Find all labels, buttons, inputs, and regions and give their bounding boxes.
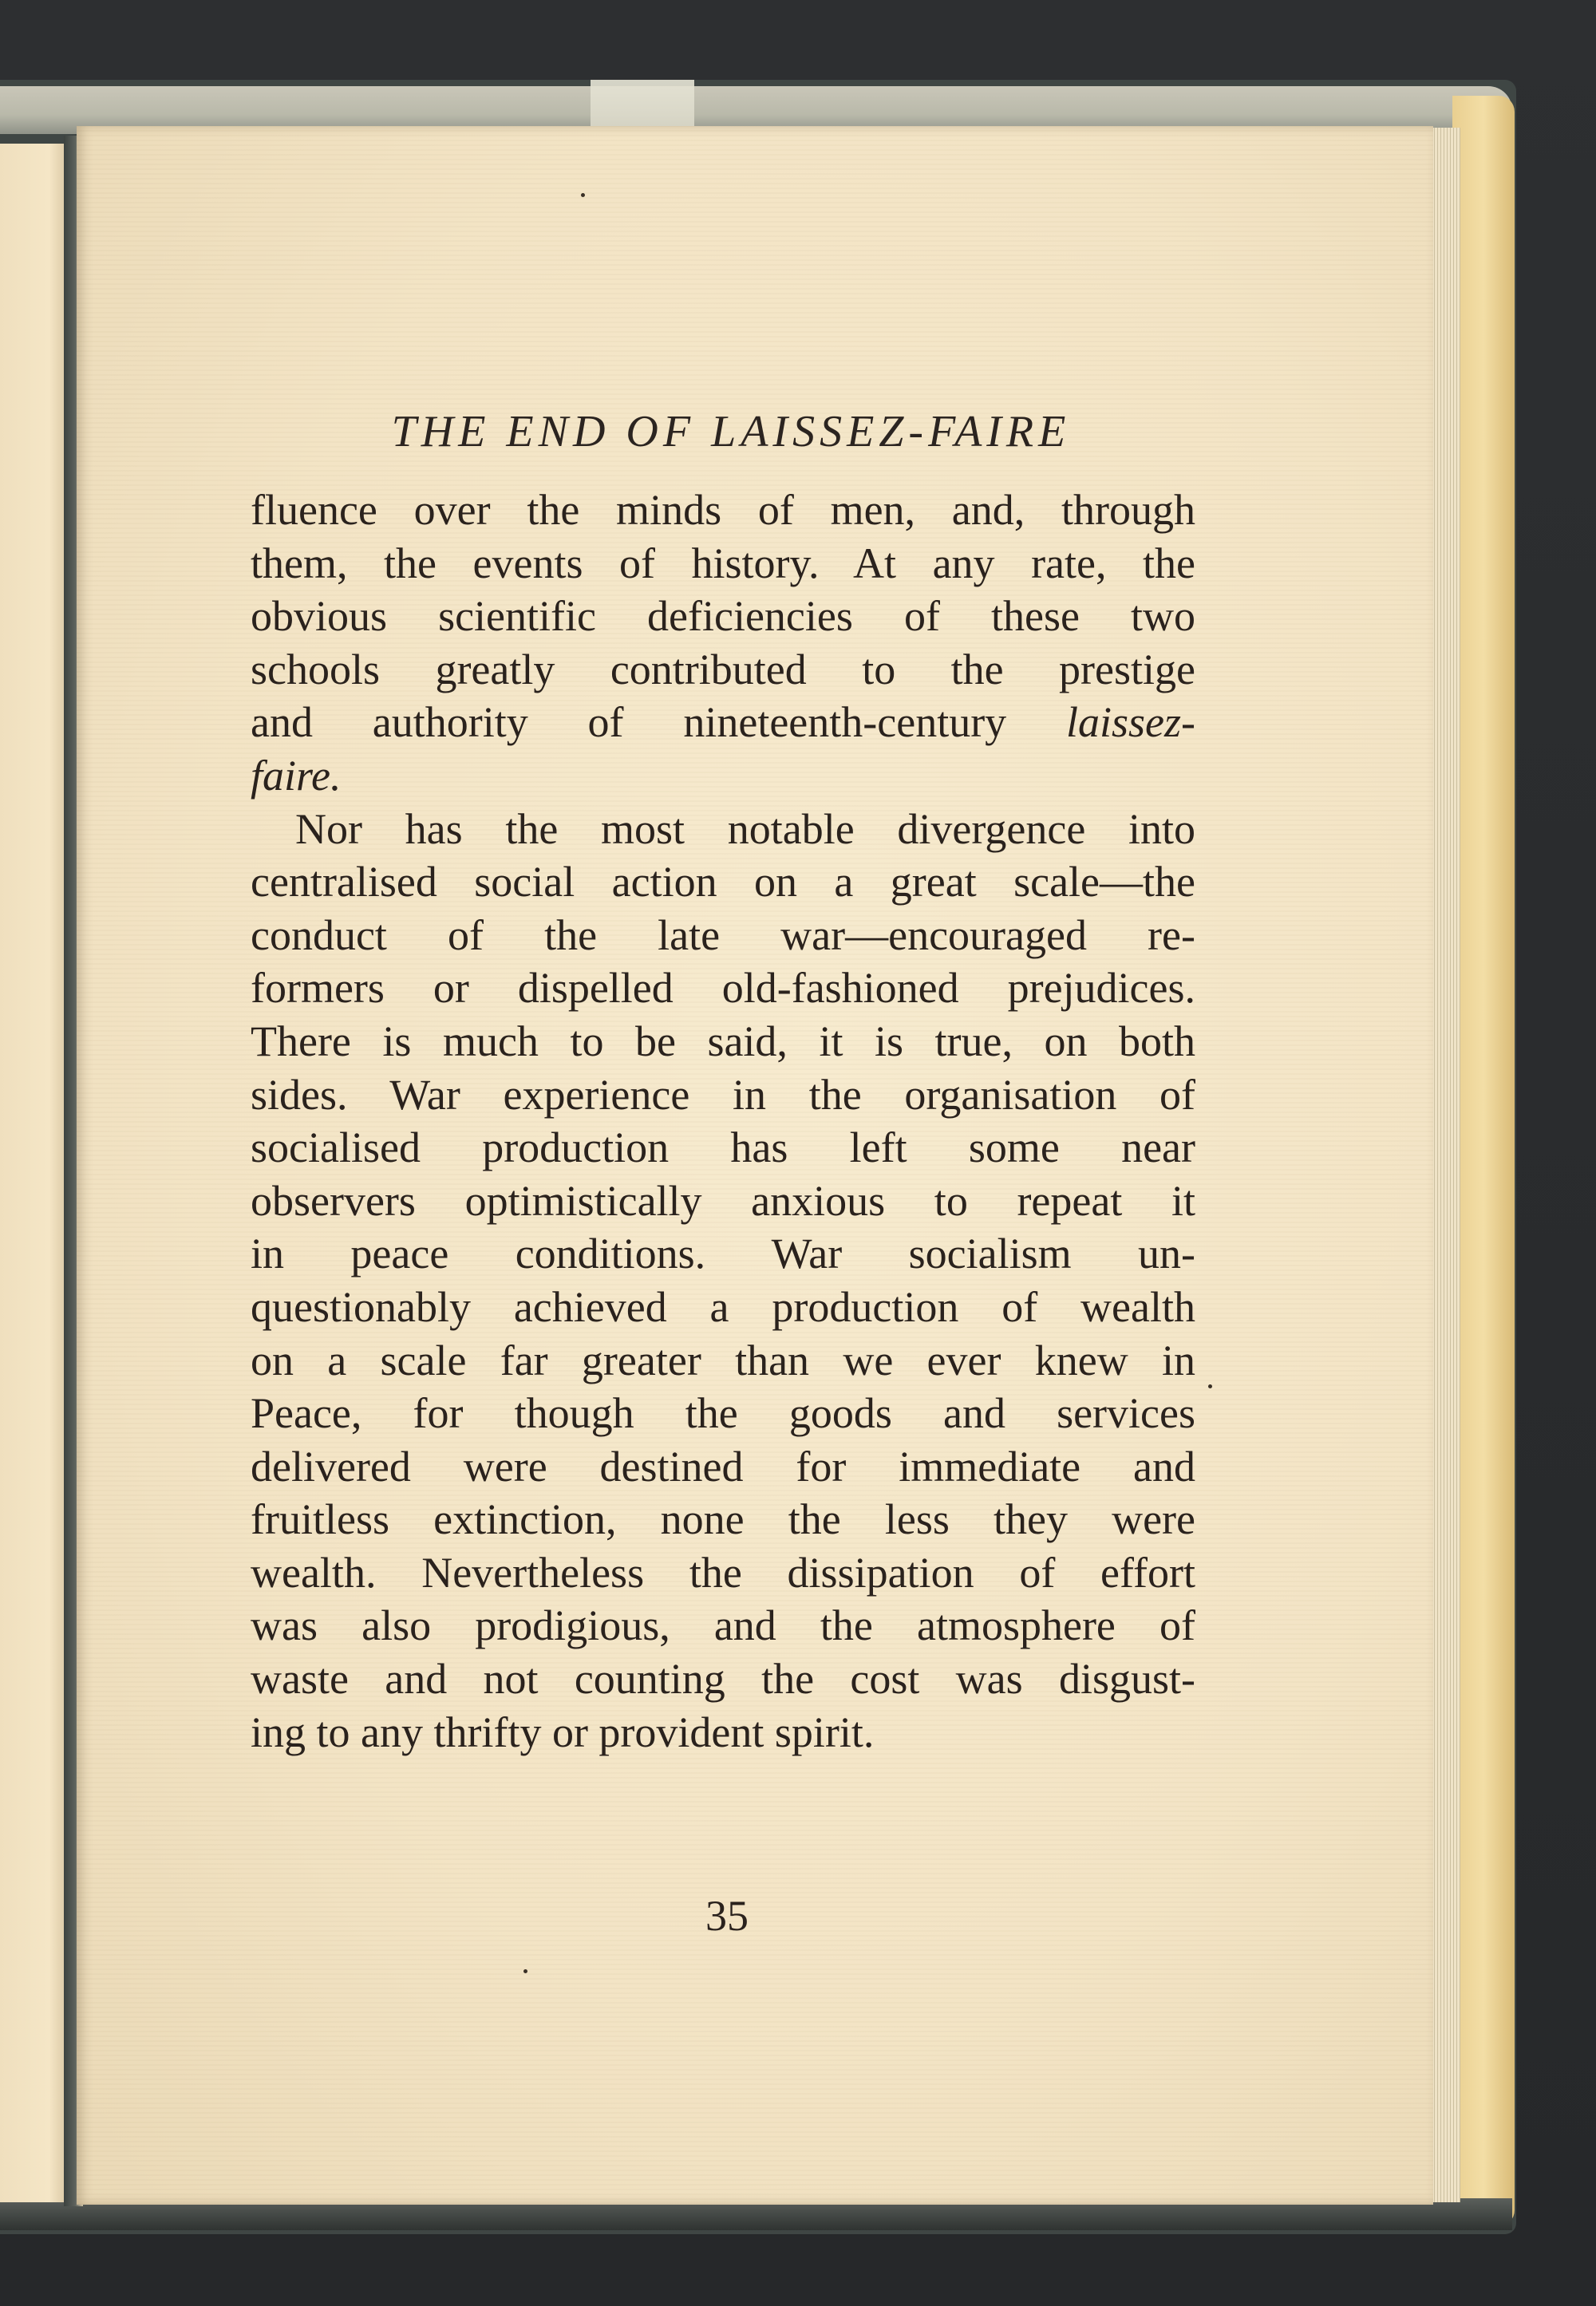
body-text — [251, 484, 1195, 1759]
text-line: questionably achieved a production of wealth — [251, 1282, 1195, 1331]
book-page — [77, 126, 1433, 2205]
text-line — [251, 696, 1195, 749]
dust-jacket-right-edge — [1452, 96, 1515, 2226]
text-segment: and authority of nineteenth-century — [251, 698, 1007, 747]
previous-page-edge — [0, 144, 70, 2202]
text-line: obvious scientific deficiencies of these two — [251, 592, 1195, 641]
paper-speck — [1208, 1384, 1212, 1388]
text-line: socialised production has left some near — [251, 1123, 1195, 1172]
paragraph-first-line: Nor has the most notable divergence into — [295, 804, 1195, 853]
text-line: in peace conditions. War socialism un- — [251, 1230, 1195, 1278]
text-line: fluence over the minds of men, and, through — [251, 486, 1195, 534]
text-line: delivered were destined for immediate and — [251, 1442, 1195, 1491]
text-line: observers optimistically anxious to repeat it — [251, 1176, 1195, 1225]
text-line: centralised social action on a great scale—the — [251, 858, 1195, 906]
paper-speck — [581, 193, 585, 197]
text-line: There is much to be said, it is true, on both — [251, 1017, 1195, 1065]
text-line: waste and not counting the cost was disgust- — [251, 1655, 1195, 1704]
text-line: schools greatly contributed to the prestige — [251, 645, 1195, 693]
text-line: was also prodigious, and the atmosphere of — [251, 1601, 1195, 1650]
text-line: sides. War experience in the organisation of — [251, 1070, 1195, 1119]
text-line: fruitless extinction, none the less they were — [251, 1495, 1195, 1544]
page-number: 35 — [705, 1892, 749, 1940]
running-head: THE END OF LAISSEZ-FAIRE — [391, 407, 1071, 456]
italic-term: laissez- — [1066, 698, 1196, 747]
text-line: conduct of the late war—encouraged re- — [251, 910, 1195, 959]
text-line: formers or dispelled old-fashioned prejudices. — [251, 964, 1195, 1013]
text-line: them, the events of history. At any rate, the — [251, 539, 1195, 587]
text-line: ing to any thrifty or provident spirit. — [251, 1708, 875, 1756]
page-edges-stack — [1428, 128, 1460, 2202]
paper-speck — [523, 1969, 527, 1973]
text-line: wealth. Nevertheless the dissipation of effort — [251, 1548, 1195, 1597]
text-line: on a scale far greater than we ever knew in — [251, 1336, 1195, 1384]
text-line: Peace, for though the goods and services — [251, 1389, 1195, 1438]
text-line: faire. — [251, 751, 342, 800]
